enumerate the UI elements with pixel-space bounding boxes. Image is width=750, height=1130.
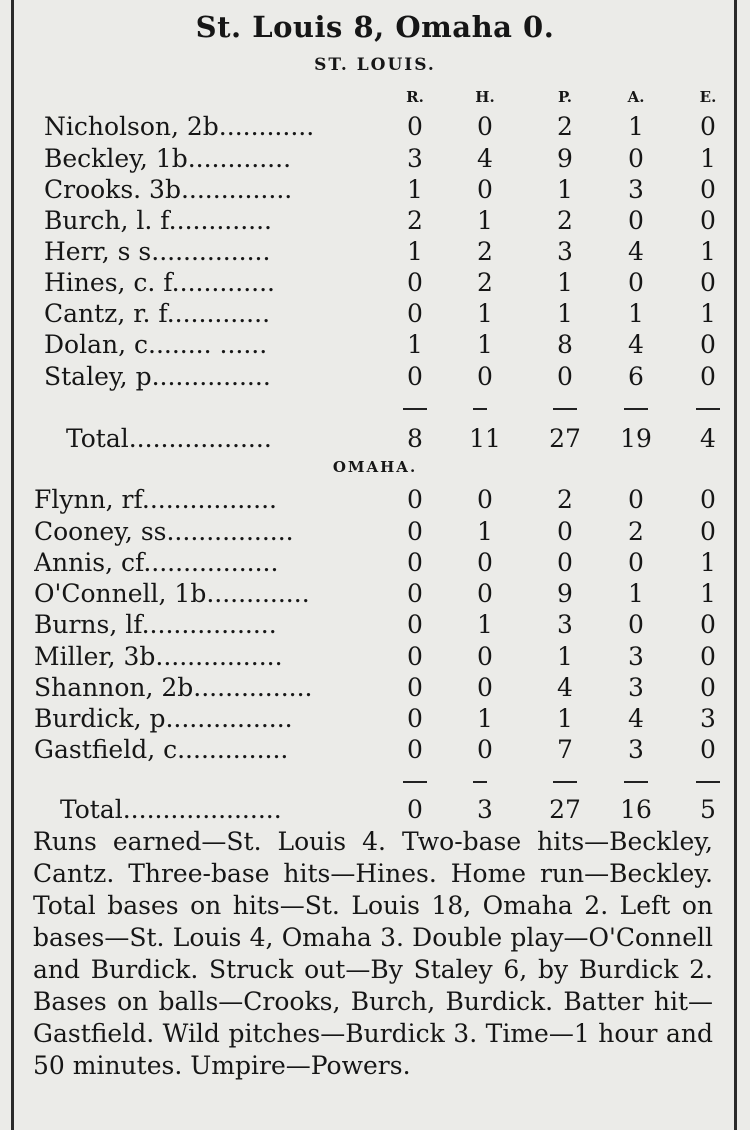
stat-h: 1: [477, 610, 493, 639]
stat-h: 0: [477, 362, 493, 391]
player-row: [0, 142, 750, 176]
player-name: Shannon, 2b...............: [34, 673, 313, 702]
stat-h: 2: [477, 268, 493, 297]
player-name: Total....................: [60, 795, 282, 824]
player-name: Staley, p...............: [44, 362, 271, 391]
player-row: [0, 733, 750, 767]
player-name: Total..................: [66, 424, 272, 453]
total-divider-e-0: [696, 408, 720, 410]
stat-p: 8: [557, 330, 573, 359]
team-label-omaha: OMAHA.: [332, 458, 418, 476]
stat-p: 1: [557, 299, 573, 328]
stat-e: 1: [700, 144, 716, 173]
stat-p: 2: [557, 485, 573, 514]
stat-h: 3: [477, 795, 493, 824]
stat-r: 0: [407, 610, 423, 639]
stat-e: 0: [700, 330, 716, 359]
stat-e: 0: [700, 642, 716, 671]
total-row: [0, 422, 750, 456]
stat-e: 0: [700, 362, 716, 391]
stat-p: 9: [557, 579, 573, 608]
stat-p: 2: [557, 206, 573, 235]
stat-p: 9: [557, 144, 573, 173]
stat-p: 1: [557, 704, 573, 733]
stat-p: 0: [557, 362, 573, 391]
stat-h: 11: [469, 424, 501, 453]
stat-e: 0: [700, 268, 716, 297]
stat-r: 0: [407, 268, 423, 297]
total-divider-a-1: [624, 781, 648, 783]
stat-e: 1: [700, 237, 716, 266]
stat-p: 1: [557, 642, 573, 671]
player-name: Dolan, c........ ......: [44, 330, 268, 359]
stat-h: 1: [477, 330, 493, 359]
stat-e: 5: [700, 795, 716, 824]
stat-p: 7: [557, 735, 573, 764]
column-header-runs: R.: [406, 88, 424, 106]
stat-a: 4: [628, 704, 644, 733]
player-name: Burch, l. f.............: [44, 206, 272, 235]
stat-r: 3: [407, 144, 423, 173]
stat-r: 0: [407, 485, 423, 514]
game-summary-notes: Runs earned—St. Louis 4. Two-base hits—Beckley, Cantz. Three-base hits—Hines. Home run—Beckley. Total bases on hits—St. Louis 18, Omaha 2. Left on bases—St. Louis 4, Omaha 3. Double play—O'Connell and Burdick. Struck out—By Staley 6, by Burdick 2. Bases on balls—Crooks, Burch, Burdick. Batter hit—Gastfield. Wild pitches—Burdick 3. Time—1 hour and 50 minutes. Umpire—Powers.: [33, 827, 713, 1080]
player-name: Crooks. 3b..............: [44, 175, 293, 204]
player-row: [0, 515, 750, 549]
stat-a: 3: [628, 735, 644, 764]
player-name: Gastfield, c..............: [34, 735, 289, 764]
stat-a: 0: [628, 610, 644, 639]
stat-r: 0: [407, 673, 423, 702]
stat-r: 0: [407, 795, 423, 824]
total-divider-p-0: [553, 408, 577, 410]
stat-e: 0: [700, 735, 716, 764]
stat-r: 0: [407, 112, 423, 141]
stat-r: 0: [407, 735, 423, 764]
player-row: [0, 204, 750, 238]
stat-a: 3: [628, 673, 644, 702]
total-divider-p-1: [553, 781, 577, 783]
stat-r: 0: [407, 704, 423, 733]
player-row: [0, 577, 750, 611]
player-name: Cooney, ss................: [34, 517, 294, 546]
player-row: [0, 297, 750, 331]
column-header-errors: E.: [699, 88, 717, 106]
stat-p: 0: [557, 548, 573, 577]
stat-r: 0: [407, 548, 423, 577]
player-row: [0, 640, 750, 674]
player-name: Nicholson, 2b............: [44, 112, 315, 141]
player-name: Miller, 3b................: [34, 642, 283, 671]
stat-e: 0: [700, 673, 716, 702]
player-row: [0, 483, 750, 517]
stat-h: 0: [477, 642, 493, 671]
stat-a: 0: [628, 268, 644, 297]
stat-h: 1: [477, 704, 493, 733]
stat-r: 1: [407, 330, 423, 359]
total-divider-h-1: [473, 781, 487, 783]
stat-p: 3: [557, 610, 573, 639]
stat-r: 0: [407, 299, 423, 328]
stat-e: 0: [700, 206, 716, 235]
stat-e: 0: [700, 517, 716, 546]
player-row: [0, 110, 750, 144]
player-name: Burdick, p................: [34, 704, 293, 733]
team-label-st-louis: ST. LOUIS.: [314, 55, 436, 75]
stat-h: 1: [477, 206, 493, 235]
stat-e: 1: [700, 299, 716, 328]
stat-e: 0: [700, 112, 716, 141]
stat-r: 2: [407, 206, 423, 235]
stat-h: 4: [477, 144, 493, 173]
stat-p: 3: [557, 237, 573, 266]
stat-a: 3: [628, 175, 644, 204]
game-headline: St. Louis 8, Omaha 0.: [195, 10, 555, 44]
player-name: Herr, s s...............: [44, 237, 271, 266]
player-name: Beckley, 1b.............: [44, 144, 292, 173]
stat-a: 1: [628, 112, 644, 141]
column-header-hits: H.: [475, 88, 495, 106]
total-divider-r-0: [403, 408, 427, 410]
stat-p: 27: [549, 424, 581, 453]
total-divider-r-1: [403, 781, 427, 783]
player-row: [0, 671, 750, 705]
stat-a: 0: [628, 485, 644, 514]
stat-h: 0: [477, 112, 493, 141]
stat-a: 6: [628, 362, 644, 391]
stat-e: 0: [700, 610, 716, 639]
player-row: [0, 328, 750, 362]
stat-h: 0: [477, 579, 493, 608]
column-header-assists: A.: [627, 88, 645, 106]
player-name: Cantz, r. f.............: [44, 299, 271, 328]
stat-p: 1: [557, 175, 573, 204]
stat-a: 0: [628, 548, 644, 577]
player-name: Annis, cf.................: [34, 548, 279, 577]
stat-a: 4: [628, 237, 644, 266]
stat-h: 2: [477, 237, 493, 266]
stat-h: 0: [477, 175, 493, 204]
stat-e: 0: [700, 175, 716, 204]
stat-a: 4: [628, 330, 644, 359]
stat-a: 19: [620, 424, 652, 453]
stat-e: 0: [700, 485, 716, 514]
player-name: Hines, c. f.............: [44, 268, 275, 297]
player-row: [0, 546, 750, 580]
stat-h: 1: [477, 299, 493, 328]
stat-h: 1: [477, 517, 493, 546]
stat-h: 0: [477, 485, 493, 514]
stat-a: 3: [628, 642, 644, 671]
player-row: [0, 360, 750, 394]
total-divider-e-1: [696, 781, 720, 783]
stat-p: 1: [557, 268, 573, 297]
player-row: [0, 173, 750, 207]
stat-p: 27: [549, 795, 581, 824]
stat-r: 1: [407, 237, 423, 266]
stat-a: 1: [628, 579, 644, 608]
stat-r: 1: [407, 175, 423, 204]
stat-a: 0: [628, 144, 644, 173]
stat-a: 16: [620, 795, 652, 824]
stat-r: 0: [407, 517, 423, 546]
total-divider-h-0: [473, 408, 487, 410]
player-name: O'Connell, 1b.............: [34, 579, 310, 608]
stat-r: 0: [407, 579, 423, 608]
stat-p: 2: [557, 112, 573, 141]
stat-r: 0: [407, 642, 423, 671]
total-row: [0, 793, 750, 827]
player-row: [0, 266, 750, 300]
stat-e: 1: [700, 548, 716, 577]
stat-e: 4: [700, 424, 716, 453]
stat-a: 2: [628, 517, 644, 546]
stat-e: 3: [700, 704, 716, 733]
stat-p: 4: [557, 673, 573, 702]
stat-a: 0: [628, 206, 644, 235]
stat-e: 1: [700, 579, 716, 608]
column-header-putouts: P.: [557, 88, 573, 106]
player-row: [0, 235, 750, 269]
stat-r: 8: [407, 424, 423, 453]
stat-h: 0: [477, 735, 493, 764]
stat-p: 0: [557, 517, 573, 546]
player-name: Burns, lf.................: [34, 610, 277, 639]
stat-h: 0: [477, 673, 493, 702]
total-divider-a-0: [624, 408, 648, 410]
player-row: [0, 702, 750, 736]
player-row: [0, 608, 750, 642]
player-name: Flynn, rf.................: [34, 485, 277, 514]
stat-a: 1: [628, 299, 644, 328]
stat-r: 0: [407, 362, 423, 391]
stat-h: 0: [477, 548, 493, 577]
